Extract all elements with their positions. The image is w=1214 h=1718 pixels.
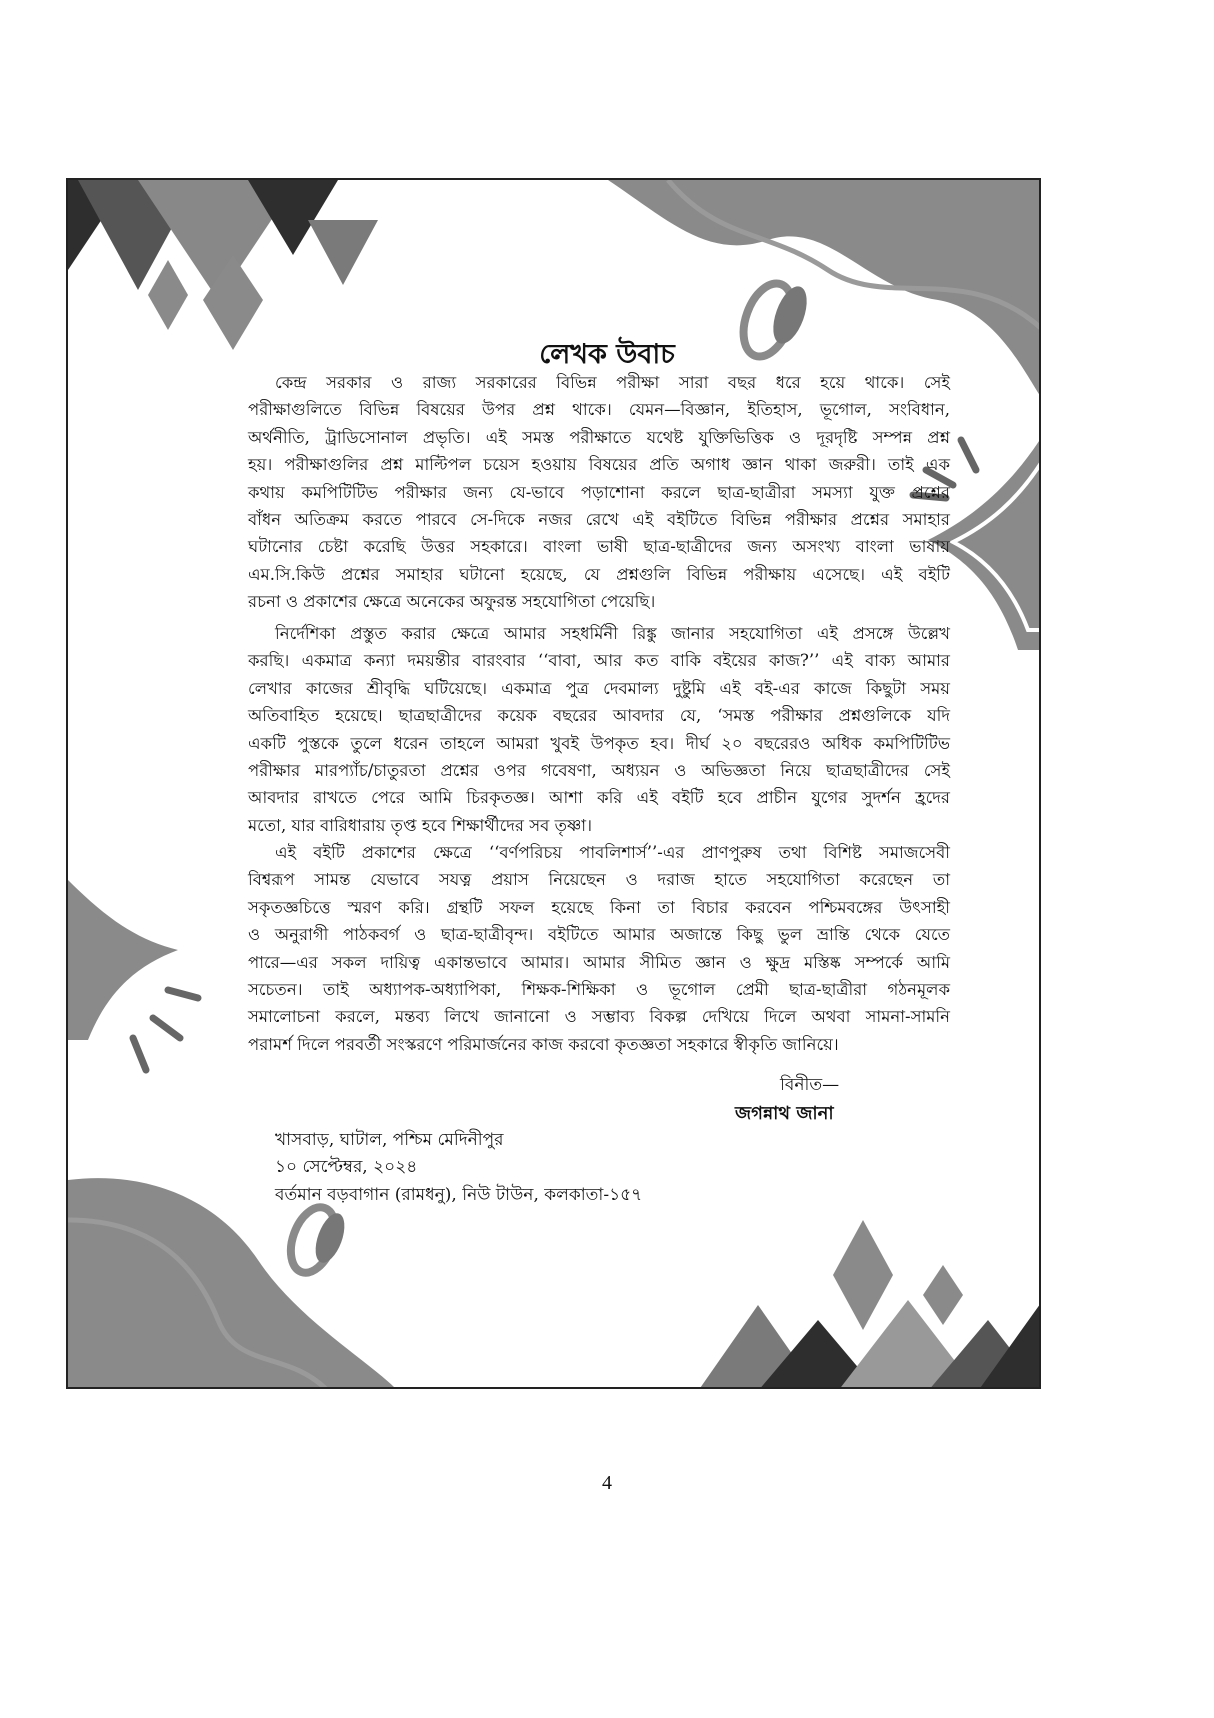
paragraph-line: অতিবাহিত হয়েছে। ছাত্রছাত্রীদের কয়েক বছরের আবদার যে, ‘সমস্ত পরীক্ষার প্রশ্নগুলিকে যদি [248,706,950,726]
dash-line [168,990,198,998]
paragraph-line: পরীক্ষাগুলিতে বিভিন্ন বিষয়ের উপর প্রশ্ন থাকে। যেমন—বিজ্ঞান, ইতিহাস, ভূগোল, সংবিধান, [248,400,950,420]
paragraph-line: সচেতন। তাই অধ্যাপক-অধ্যাপিকা, শিক্ষক-শিক্ষিকা ও ভূগোল প্রেমী ছাত্র-ছাত্রীরা গঠনমূলক [248,980,950,999]
triangle-shape [308,220,378,285]
paragraph-line: রচনা ও প্রকাশের ক্ষেত্রে অনেকের অফুরন্ত সহযোগিতা পেয়েছি। [248,592,656,612]
paragraph-line: সকৃতজ্ঞচিত্তে স্মরণ করি। গ্রন্থটি সফল হয়েছে কিনা তা বিচার করবেন পশ্চিমবঙ্গের উৎসাহী [248,897,950,917]
paragraph-line: কথায় কমপিটিটিভ পরীক্ষার জন্য যে-ভাবে পড়াশোনা করলে ছাত্র-ছাত্রীরা সমস্যা যুক্ত প্রশ্নের [248,482,950,502]
dash-line [133,1038,146,1070]
paragraph-line: নির্দেশিকা প্রস্তুত করার ক্ষেত্রে আমার সহধর্মিনী রিঙ্কু জানার সহযোগিতা এই প্রসঙ্গে উল্লেখ [275,624,950,643]
paragraph-line: লেখার কাজের শ্রীবৃদ্ধি ঘটিয়েছে। একমাত্র পুত্র দেবমাল্য দুষ্টুমি এই বই-এর কাজে কিছুটা সময় [248,678,950,698]
paragraph-line: পরামর্শ দিলে পরবর্তী সংস্করণে পরিমার্জনের কাজ করবো কৃতজ্ঞতা সহকারে স্বীকৃতি জানিয়ে। [248,1034,839,1054]
page-number: 4 [602,1472,612,1494]
paragraph-line: কেন্দ্র সরকার ও রাজ্য সরকারের বিভিন্ন পরীক্ষা সারা বছর ধরে হয়ে থাকে। সেই [275,373,950,392]
diamond-shape [833,1220,893,1330]
paragraph-line: পরীক্ষার মারপ্যাঁচ/চাতুরতা প্রশ্নের ওপর গবেষণা, অধ্যয়ন ও অভিজ্ঞতা নিয়ে ছাত্রছাত্রীদের সেই [248,761,950,780]
paragraph-line: বিশ্বরূপ সামন্ত যেভাবে সযত্ন প্রয়াস নিয়েছেন ও দরাজ হাতে সহযোগিতা করেছেন তা [248,870,950,890]
date-line: ১০ সেপ্টেম্বর, ২০২৪ [275,1157,418,1177]
address-line: খাসবাড়, ঘাটাল, পশ্চিম মেদিনীপুর [275,1130,504,1150]
paragraph-line: সমালোচনা করলে, মন্তব্য লিখে জানানো ও সম্ভাব্য বিকল্প দেখিয়ে দিলে অথবা সামনা-সামনি [248,1007,950,1027]
signature-closing: বিনীত— [780,1075,840,1095]
paragraph-line: অর্থনীতি, ট্রাডিসোনাল প্রভৃতি। এই সমস্ত পরীক্ষাতে যথেষ্ট যুক্তিভিত্তিক ও দূরদৃষ্টি সম্পন্ন প্রশ্ন [248,427,950,447]
paragraph-line: বাঁধন অতিক্রম করতে পারবে সে-দিকে নজর রেখে এই বইটিতে বিভিন্ন পরীক্ষার প্রশ্নের সমাহার [248,510,950,529]
paragraph-line: আবদার রাখতে পেরে আমি চিরকৃতজ্ঞ। আশা করি এই বইটি হবে প্রাচীন যুগের সুদর্শন হ্রদের [248,788,950,808]
paragraph-line: ও অনুরাগী পাঠকবর্গ ও ছাত্র-ছাত্রীবৃন্দ। বইটিতে আমার অজান্তে কিছু ভুল ভ্রান্তি থেকে যেতে [248,925,950,945]
star-shape [68,880,178,1040]
dash-line [153,1018,180,1038]
paragraph-line: হয়। পরীক্ষাগুলির প্রশ্ন মাল্টিপল চয়েস হওয়ায় বিষয়ের প্রতি অগাধ জ্ঞান থাকা জরুরী। তাই এক [248,455,950,475]
diamond-shape [923,1265,963,1325]
signature-name: জগন্নাথ জানা [735,1103,834,1124]
paragraph-line: মতো, যার বারিধারায় তৃপ্ত হবে শিক্ষার্থীদের সব তৃষ্ণা। [248,815,592,835]
paragraph-line: এই বইটি প্রকাশের ক্ষেত্রে ‘‘বর্ণপরিচয় পাবলিশার্স’’-এর প্রাণপুরুষ তথা বিশিষ্ট সমাজসেবী [275,843,950,862]
address-line: বর্তমান বড়বাগান (রামধনু), নিউ টাউন, কলকাতা-১৫৭ [275,1185,643,1205]
paragraph-line: এম.সি.কিউ প্রশ্নের সমাহার ঘটানো হয়েছে, যে প্রশ্নগুলি বিভিন্ন পরীক্ষায় এসেছে। এই বইটি [248,564,950,584]
paragraph-line: করছি। একমাত্র কন্যা দময়ন্তীর বারংবার ‘‘বাবা, আর কত বাকি বইয়ের কাজ?’’ এই বাক্য আমার [248,651,950,671]
dash-line [961,440,976,470]
paragraph-line: ঘটানোর চেষ্টা করেছি উত্তর সহকারে। বাংলা ভাষী ছাত্র-ছাত্রীদের জন্য অসংখ্য বাংলা ভাষায় [248,537,950,557]
diamond-shape [148,260,188,330]
ring-shape [310,1209,350,1266]
page-title: লেখক উবাচ [539,339,675,370]
paragraph-line: একটি পুস্তকে তুলে ধরেন তাহলে আমরা খুবই উপকৃত হব। দীর্ঘ ২০ বছরেরও অধিক কমপিটিটিভ [248,733,950,753]
paragraph-line: পারে—এর সকল দায়িত্ব একান্তভাবে আমার। আমার সীমিত জ্ঞান ও ক্ষুদ্র মস্তিষ্ক সম্পর্কে আমি [248,952,950,972]
